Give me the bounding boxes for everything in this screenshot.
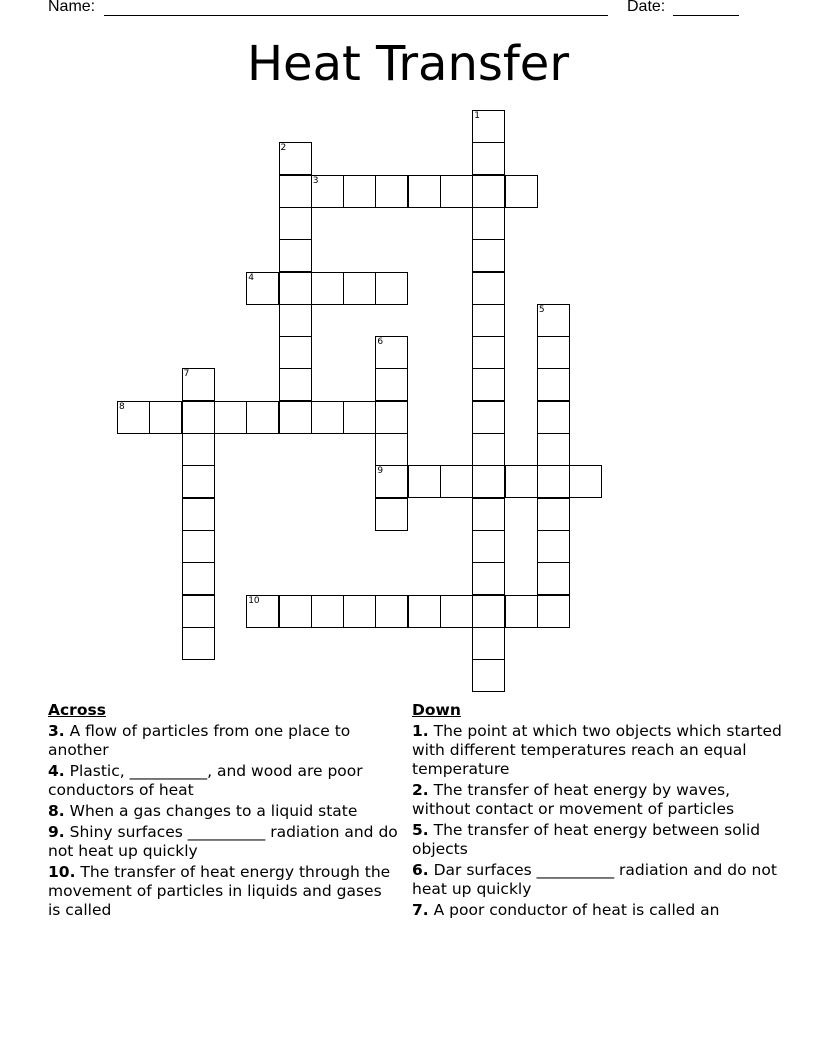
grid-cell[interactable]	[182, 498, 215, 531]
grid-cell[interactable]	[472, 659, 505, 692]
clue-number: 2.	[412, 781, 429, 799]
grid-cell[interactable]	[182, 368, 215, 401]
across-heading: Across	[48, 701, 106, 719]
down-clue-list	[412, 722, 782, 920]
grid-cell[interactable]	[472, 239, 505, 272]
clue-text: Plastic, __________, and wood are poor conductors of heat	[48, 762, 363, 799]
grid-cell[interactable]	[440, 175, 473, 208]
grid-cell[interactable]	[279, 304, 312, 337]
clue-number: 9.	[48, 823, 65, 841]
grid-cell[interactable]	[472, 595, 505, 628]
grid-cell[interactable]	[472, 498, 505, 531]
clue-number: 1.	[412, 722, 429, 740]
clue-number: 10	[248, 595, 260, 606]
down-clue	[412, 861, 782, 899]
grid-cell[interactable]	[472, 401, 505, 434]
grid-cell[interactable]	[117, 401, 150, 434]
grid-cell[interactable]	[505, 175, 538, 208]
grid-cell[interactable]	[472, 175, 505, 208]
across-clue	[48, 863, 398, 920]
grid-cell[interactable]	[472, 110, 505, 143]
grid-cell[interactable]	[375, 433, 408, 466]
grid-cell[interactable]	[182, 401, 215, 434]
grid-cell[interactable]	[472, 627, 505, 660]
grid-cell[interactable]	[472, 562, 505, 595]
grid-cell[interactable]	[279, 175, 312, 208]
grid-cell[interactable]	[569, 465, 602, 498]
grid-cell[interactable]	[537, 401, 570, 434]
clue-number: 10.	[48, 863, 76, 881]
page-title: Heat Transfer	[246, 36, 570, 92]
grid-cell[interactable]	[182, 627, 215, 660]
grid-cell[interactable]	[246, 272, 279, 305]
grid-cell[interactable]	[537, 304, 570, 337]
clue-text: The transfer of heat energy between solid objects	[412, 821, 761, 858]
grid-cell[interactable]	[537, 368, 570, 401]
grid-cell[interactable]	[408, 465, 441, 498]
grid-cell[interactable]	[279, 336, 312, 369]
grid-cell[interactable]	[472, 433, 505, 466]
grid-cell[interactable]	[375, 336, 408, 369]
clue-text: Shiny surfaces __________ radiation and do not heat up quickly	[48, 823, 398, 860]
grid-cell[interactable]	[472, 465, 505, 498]
grid-cell[interactable]	[182, 595, 215, 628]
grid-cell[interactable]	[311, 595, 344, 628]
grid-cell[interactable]	[279, 142, 312, 175]
clue-number: 5	[538, 304, 545, 315]
clue-text: The point at which two objects which started with different temperatures reach an equal temperature	[412, 722, 782, 778]
grid-cell[interactable]	[505, 465, 538, 498]
down-clue	[412, 722, 782, 779]
down-clue	[412, 781, 782, 819]
grid-cell[interactable]	[311, 175, 344, 208]
down-heading: Down	[412, 701, 461, 719]
clue-number: 8	[119, 401, 125, 412]
grid-cell[interactable]	[279, 207, 312, 240]
grid-cell[interactable]	[375, 498, 408, 531]
date-label: Date:	[627, 0, 666, 15]
grid-cell[interactable]	[537, 595, 570, 628]
grid-cell[interactable]	[182, 562, 215, 595]
grid-cell[interactable]	[343, 272, 376, 305]
grid-cell[interactable]	[311, 272, 344, 305]
grid-cell[interactable]	[472, 272, 505, 305]
grid-cell[interactable]	[537, 562, 570, 595]
down-clue	[412, 821, 782, 859]
grid-cell[interactable]	[537, 465, 570, 498]
grid-cell[interactable]	[279, 595, 312, 628]
grid-cell[interactable]	[537, 433, 570, 466]
grid-cell[interactable]	[472, 304, 505, 337]
grid-cell[interactable]	[279, 239, 312, 272]
name-label: Name:	[48, 0, 96, 15]
clue-number: 1	[474, 111, 481, 121]
clue-number: 9	[377, 466, 384, 477]
across-clue-list	[48, 722, 398, 920]
grid-cell[interactable]	[343, 175, 376, 208]
grid-cell[interactable]	[537, 498, 570, 531]
grid-cell[interactable]	[375, 595, 408, 628]
grid-cell[interactable]	[408, 595, 441, 628]
clue-number: 6	[377, 337, 384, 348]
grid-cell[interactable]	[182, 465, 215, 498]
grid-cell[interactable]	[440, 595, 473, 628]
grid-cell[interactable]	[375, 368, 408, 401]
grid-cell[interactable]	[472, 368, 505, 401]
grid-cell[interactable]	[311, 401, 344, 434]
grid-cell[interactable]	[375, 272, 408, 305]
grid-cell[interactable]	[149, 401, 182, 434]
grid-cell[interactable]	[214, 401, 247, 434]
grid-cell[interactable]	[472, 142, 505, 175]
grid-cell[interactable]	[375, 465, 408, 498]
clue-text: Dar surfaces __________ radiation and do not heat up quickly	[412, 861, 777, 898]
clue-number: 2	[280, 143, 287, 154]
clue-text: A poor conductor of heat is called an	[428, 901, 720, 919]
grid-cell[interactable]	[375, 401, 408, 434]
across-clue	[48, 722, 398, 760]
grid-cell[interactable]	[279, 272, 312, 305]
clue-number: 3	[312, 175, 319, 186]
grid-cell[interactable]	[537, 530, 570, 563]
grid-cell[interactable]	[472, 530, 505, 563]
clue-number: 7	[183, 369, 190, 380]
grid-cell[interactable]	[343, 401, 376, 434]
clue-text: When a gas changes to a liquid state	[64, 802, 358, 820]
clue-number: 4.	[48, 762, 65, 780]
clue-number: 5.	[412, 821, 429, 839]
clue-text: The transfer of heat energy through the movement of particles in liquids and gases is called	[48, 863, 391, 919]
clue-number: 7.	[412, 901, 429, 919]
grid-cell[interactable]	[472, 336, 505, 369]
clue-text: A flow of particles from one place to another	[48, 722, 351, 759]
grid-cell[interactable]	[246, 401, 279, 434]
grid-cell[interactable]	[537, 336, 570, 369]
down-clue	[412, 901, 782, 920]
across-clues	[48, 701, 398, 922]
grid-cell[interactable]	[472, 207, 505, 240]
grid-cell[interactable]	[505, 595, 538, 628]
clue-number: 3.	[48, 722, 65, 740]
across-clue	[48, 802, 398, 821]
grid-cell[interactable]	[440, 465, 473, 498]
clue-number: 8.	[48, 802, 65, 820]
clue-number: 4	[248, 272, 254, 283]
grid-cell[interactable]	[246, 595, 279, 628]
grid-cell[interactable]	[279, 401, 312, 434]
clue-text: The transfer of heat energy by waves, without contact or movement of particles	[412, 781, 735, 818]
grid-cell[interactable]	[343, 595, 376, 628]
grid-cell[interactable]	[279, 368, 312, 401]
grid-cell[interactable]	[375, 175, 408, 208]
down-clues	[412, 701, 782, 922]
clue-number: 6.	[412, 861, 429, 879]
across-clue	[48, 762, 398, 800]
grid-cell[interactable]	[408, 175, 441, 208]
across-clue	[48, 823, 398, 861]
grid-cell[interactable]	[182, 530, 215, 563]
grid-cell[interactable]	[182, 433, 215, 466]
